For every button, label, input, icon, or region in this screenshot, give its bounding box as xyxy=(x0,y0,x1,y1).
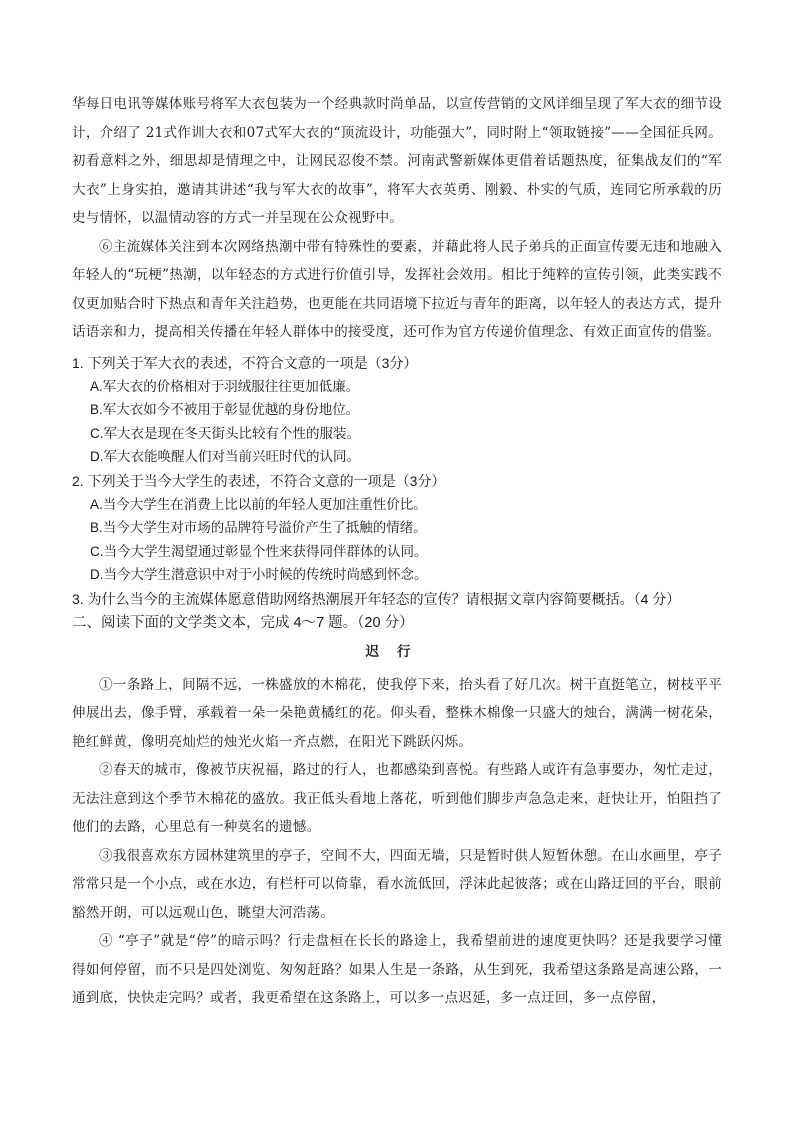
question-2-option-a: A.当今大学生在消费上比以前的年轻人更加注重性价比。 xyxy=(90,496,427,512)
passage-paragraph-6: ⑥主流媒体关注到本次网络热潮中带有特殊性的要素，并藉此将人民子弟兵的正面宣传要无违和地融入年轻人的“玩梗”热潮，以年轻态的方式进行价值引导，发挥社会效用。相比于纯粹的宣传引领，此类实践不仅更加贴合时下热点和青年关注趋势，也更能在共同语境下拉近与青年的距离，以年轻人的表达方式，提升话语亲和力，提高相关传播在年轻人群体中的接受度，还可作为官方传递价值理念、有效正面宣传的借鉴。 xyxy=(72,238,722,340)
question-1-stem: 1. 下列关于军大衣的表述，不符合文意的一项是（3分） xyxy=(72,354,418,371)
question-2-option-d: D.当今大学生潜意识中对于小时候的传统时尚感到怀念。 xyxy=(90,567,428,582)
question-3: 3. 为什么当今的主流媒体愿意借助网络热潮展开年轻态的宣传？请根据文章内容简要概括。（4 分） xyxy=(72,590,681,607)
question-1-option-c: C.军大衣是现在冬天街头比较有个性的服装。 xyxy=(90,425,360,441)
passage-paragraph-5-continued: 华每日电讯等媒体账号将军大衣包装为一个经典款时尚单品，以宣传营销的文风详细呈现了军大衣的细节设计，介绍了 21式作训大衣和07式军大衣的“顶流设计，功能强大”，同时附上“领取链接”——全国征兵网。初看意料之外，细思却是情理之中，让网民忍俊不禁。河南武警新媒体更借着话题热度，征集战友们的“军大衣”上身实拍，邀请其讲述“我与军大衣的故事”，将军大衣英勇、刚毅、朴实的气质，连同它所承载的历史与情怀，以温情动容的方式一并呈现在公众视野中。 xyxy=(72,96,722,226)
question-2-option-b: B.当今大学生对市场的品牌符号溢价产生了抵触的情绪。 xyxy=(90,520,427,535)
question-2 xyxy=(72,469,722,587)
story-paragraph-1: ①一条路上，间隔不远，一株盛放的木棉花，使我停下来，抬头看了好几次。树干直挺笔立，树枝平平伸展出去，像手臂，承载着一朵一朵艳黄橘红的花。仰头看，整株木棉像一只盛大的烛台，满满一树花朵，艳红鲜黄，像明亮灿烂的烛光火焰一齐点燃，在阳光下跳跃闪烁。 xyxy=(72,676,722,750)
document-page xyxy=(72,90,722,1013)
question-2-stem: 2. 下列关于当今大学生的表述，不符合文意的一项是（3分） xyxy=(72,472,446,489)
story-paragraph-2: ②春天的城市，像被节庆祝福，路过的行人，也都感染到喜悦。有些路人或许有急事要办，匆忙走过，无法注意到这个季节木棉花的盛放。我正低头看地上落花，听到他们脚步声急急走来，赶快让开，怕阻挡了他们的去路，心里总有一种莫名的遗憾。 xyxy=(72,762,722,835)
question-2-option-c: C.当今大学生渴望通过彰显个性来获得同伴群体的认同。 xyxy=(90,543,428,559)
question-1-option-a: A.军大衣的价格相对于羽绒服往往更加低廉。 xyxy=(90,378,360,394)
story-paragraph-3: ③我很喜欢东方园林建筑里的亭子，空间不大，四面无墙，只是暂时供人短暂休憩。在山水画里，亭子常常只是一个小点，或在水边，有栏杆可以倚靠，看水流低回，浮沫此起彼落；或在山路迂回的平台，眼前豁然开朗，可以远观山色，眺望大河浩荡。 xyxy=(72,847,722,921)
question-1-option-d: D.军大衣能唤醒人们对当前兴旺时代的认同。 xyxy=(90,449,360,464)
question-1-option-b: B.军大衣如今不被用于彰显优越的身份地位。 xyxy=(90,402,360,417)
question-1 xyxy=(72,351,722,469)
story-paragraph-4: ④ “亭子”就是“停”的暗示吗？行走盘桓在长长的路途上，我希望前进的速度更快吗？还是我要学习懂得如何停留，而不只是四处浏览、匆匆赶路？如果人生是一条路，从生到死，我希望这条路是高速公路，一通到底，快快走完吗？或者，我更希望在这条路上，可以多一点迟延，多一点迂回，多一点停留， xyxy=(72,933,722,1006)
section-2-heading: 二、阅读下面的文学类文本，完成 4～7 题。（20 分） xyxy=(72,614,414,631)
story-title: 迟行 xyxy=(365,643,429,660)
